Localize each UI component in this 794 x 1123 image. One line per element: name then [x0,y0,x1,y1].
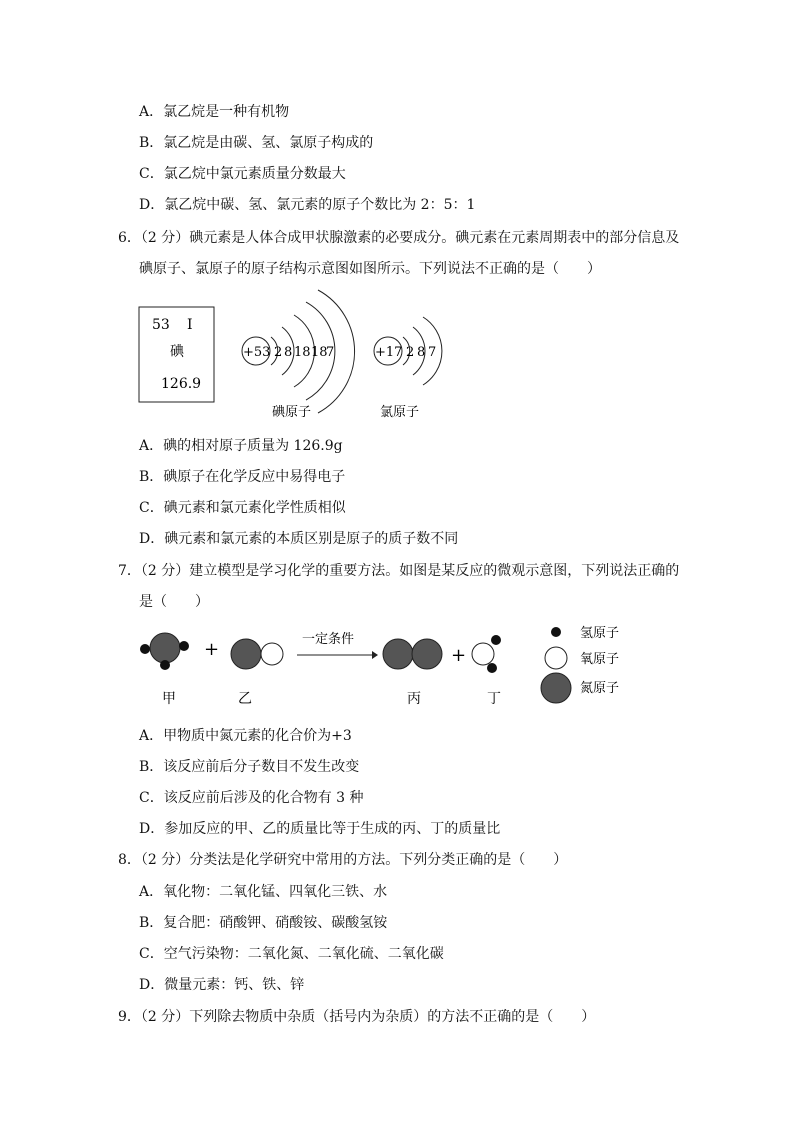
chlorine-shell-1: 2 [406,345,415,360]
q6-figure [130,285,470,425]
label-jia: 甲 [162,691,176,707]
q8-option-c: C．空气污染物：二氧化氮、二氧化硫、二氧化碳 [139,946,444,962]
plus-sign-1: + [204,639,220,660]
chlorine-shell-2: 8 [417,345,426,360]
element-number: 53 [152,317,170,333]
iodine-shell-2: 8 [284,345,293,360]
chlorine-caption: 氯原子 [380,405,420,420]
q5-option-a: A．氯乙烷是一种有机物 [139,104,290,120]
chlorine-nucleus: +17 [375,345,403,360]
plus-sign-2: + [451,645,467,666]
iodine-shell-1: 2 [274,345,283,360]
q6-option-c: C．碘元素和氯元素化学性质相似 [139,500,346,516]
q5-option-b: B．氯乙烷是由碳、氢、氯原子构成的 [139,135,374,151]
reaction-condition: 一定条件 [302,632,355,647]
element-card [139,307,214,402]
reaction-arrow [297,632,378,659]
q7-reaction-figure [130,618,650,718]
q5-option-c: C．氯乙烷中氯元素质量分数最大 [139,166,346,182]
q7-stem-line1: 7．（2 分）建立模型是学习化学的重要方法。如图是某反应的微观示意图，下列说法正确的 [118,563,680,579]
iodine-shell-5: 7 [326,345,335,360]
label-ding: 丁 [487,691,501,707]
legend-hydrogen: 氢原子 [580,626,620,641]
legend-nitrogen: 氮原子 [580,681,620,696]
q7-option-d: D．参加反应的甲、乙的质量比等于生成的丙、丁的质量比 [139,821,501,837]
molecule-yi [231,639,283,669]
q8-option-d: D．微量元素：钙、铁、锌 [139,977,305,993]
q7-option-c: C．该反应前后涉及的化合物有 3 种 [139,790,364,806]
iodine-caption: 碘原子 [272,405,312,420]
iodine-shell-4: 18 [311,345,328,360]
element-name: 碘 [170,344,184,360]
q7-stem-line2: 是（ ） [139,594,209,610]
q6-option-b: B．碘原子在化学反应中易得电子 [139,469,346,485]
chlorine-shell-3: 7 [428,345,437,360]
q8-option-a: A．氧化物：二氧化锰、四氧化三铁、水 [139,884,388,900]
q6-option-a: A．碘的相对原子质量为 126.9g [139,438,343,454]
element-mass: 126.9 [161,376,202,392]
legend [541,626,619,703]
iodine-atom-diagram [242,290,355,420]
molecule-bing [383,639,442,669]
q8-stem: 8．（2 分）分类法是化学研究中常用的方法。下列分类正确的是（ ） [118,852,568,868]
label-bing: 丙 [407,691,421,707]
q7-option-a: A．甲物质中氮元素的化合价为+3 [139,728,352,744]
q9-stem: 9．（2 分）下列除去物质中杂质（括号内为杂质）的方法不正确的是（ ） [118,1009,596,1025]
chlorine-atom-diagram [374,317,442,420]
label-yi: 乙 [238,691,252,707]
element-symbol: I [187,317,193,333]
iodine-nucleus: +53 [243,345,271,360]
q6-stem-line2: 碘原子、氯原子的原子结构示意图如图所示。下列说法不正确的是（ ） [139,261,601,277]
q8-option-b: B．复合肥：硝酸钾、硝酸铵、碳酸氢铵 [139,915,388,931]
q6-option-d: D．碘元素和氯元素的本质区别是原子的质子数不同 [139,531,459,547]
legend-oxygen: 氧原子 [580,652,620,667]
q5-option-d: D．氯乙烷中碳、氢、氯元素的原子个数比为 2：5：1 [139,197,476,213]
q7-option-b: B．该反应前后分子数目不发生改变 [139,759,360,775]
molecule-ding [472,635,501,673]
molecule-jia [140,633,189,670]
q6-stem-line1: 6．（2 分）碘元素是人体合成甲状腺激素的必要成分。碘元素在元素周期表中的部分信息及 [118,230,680,246]
iodine-shell-3: 18 [294,345,311,360]
